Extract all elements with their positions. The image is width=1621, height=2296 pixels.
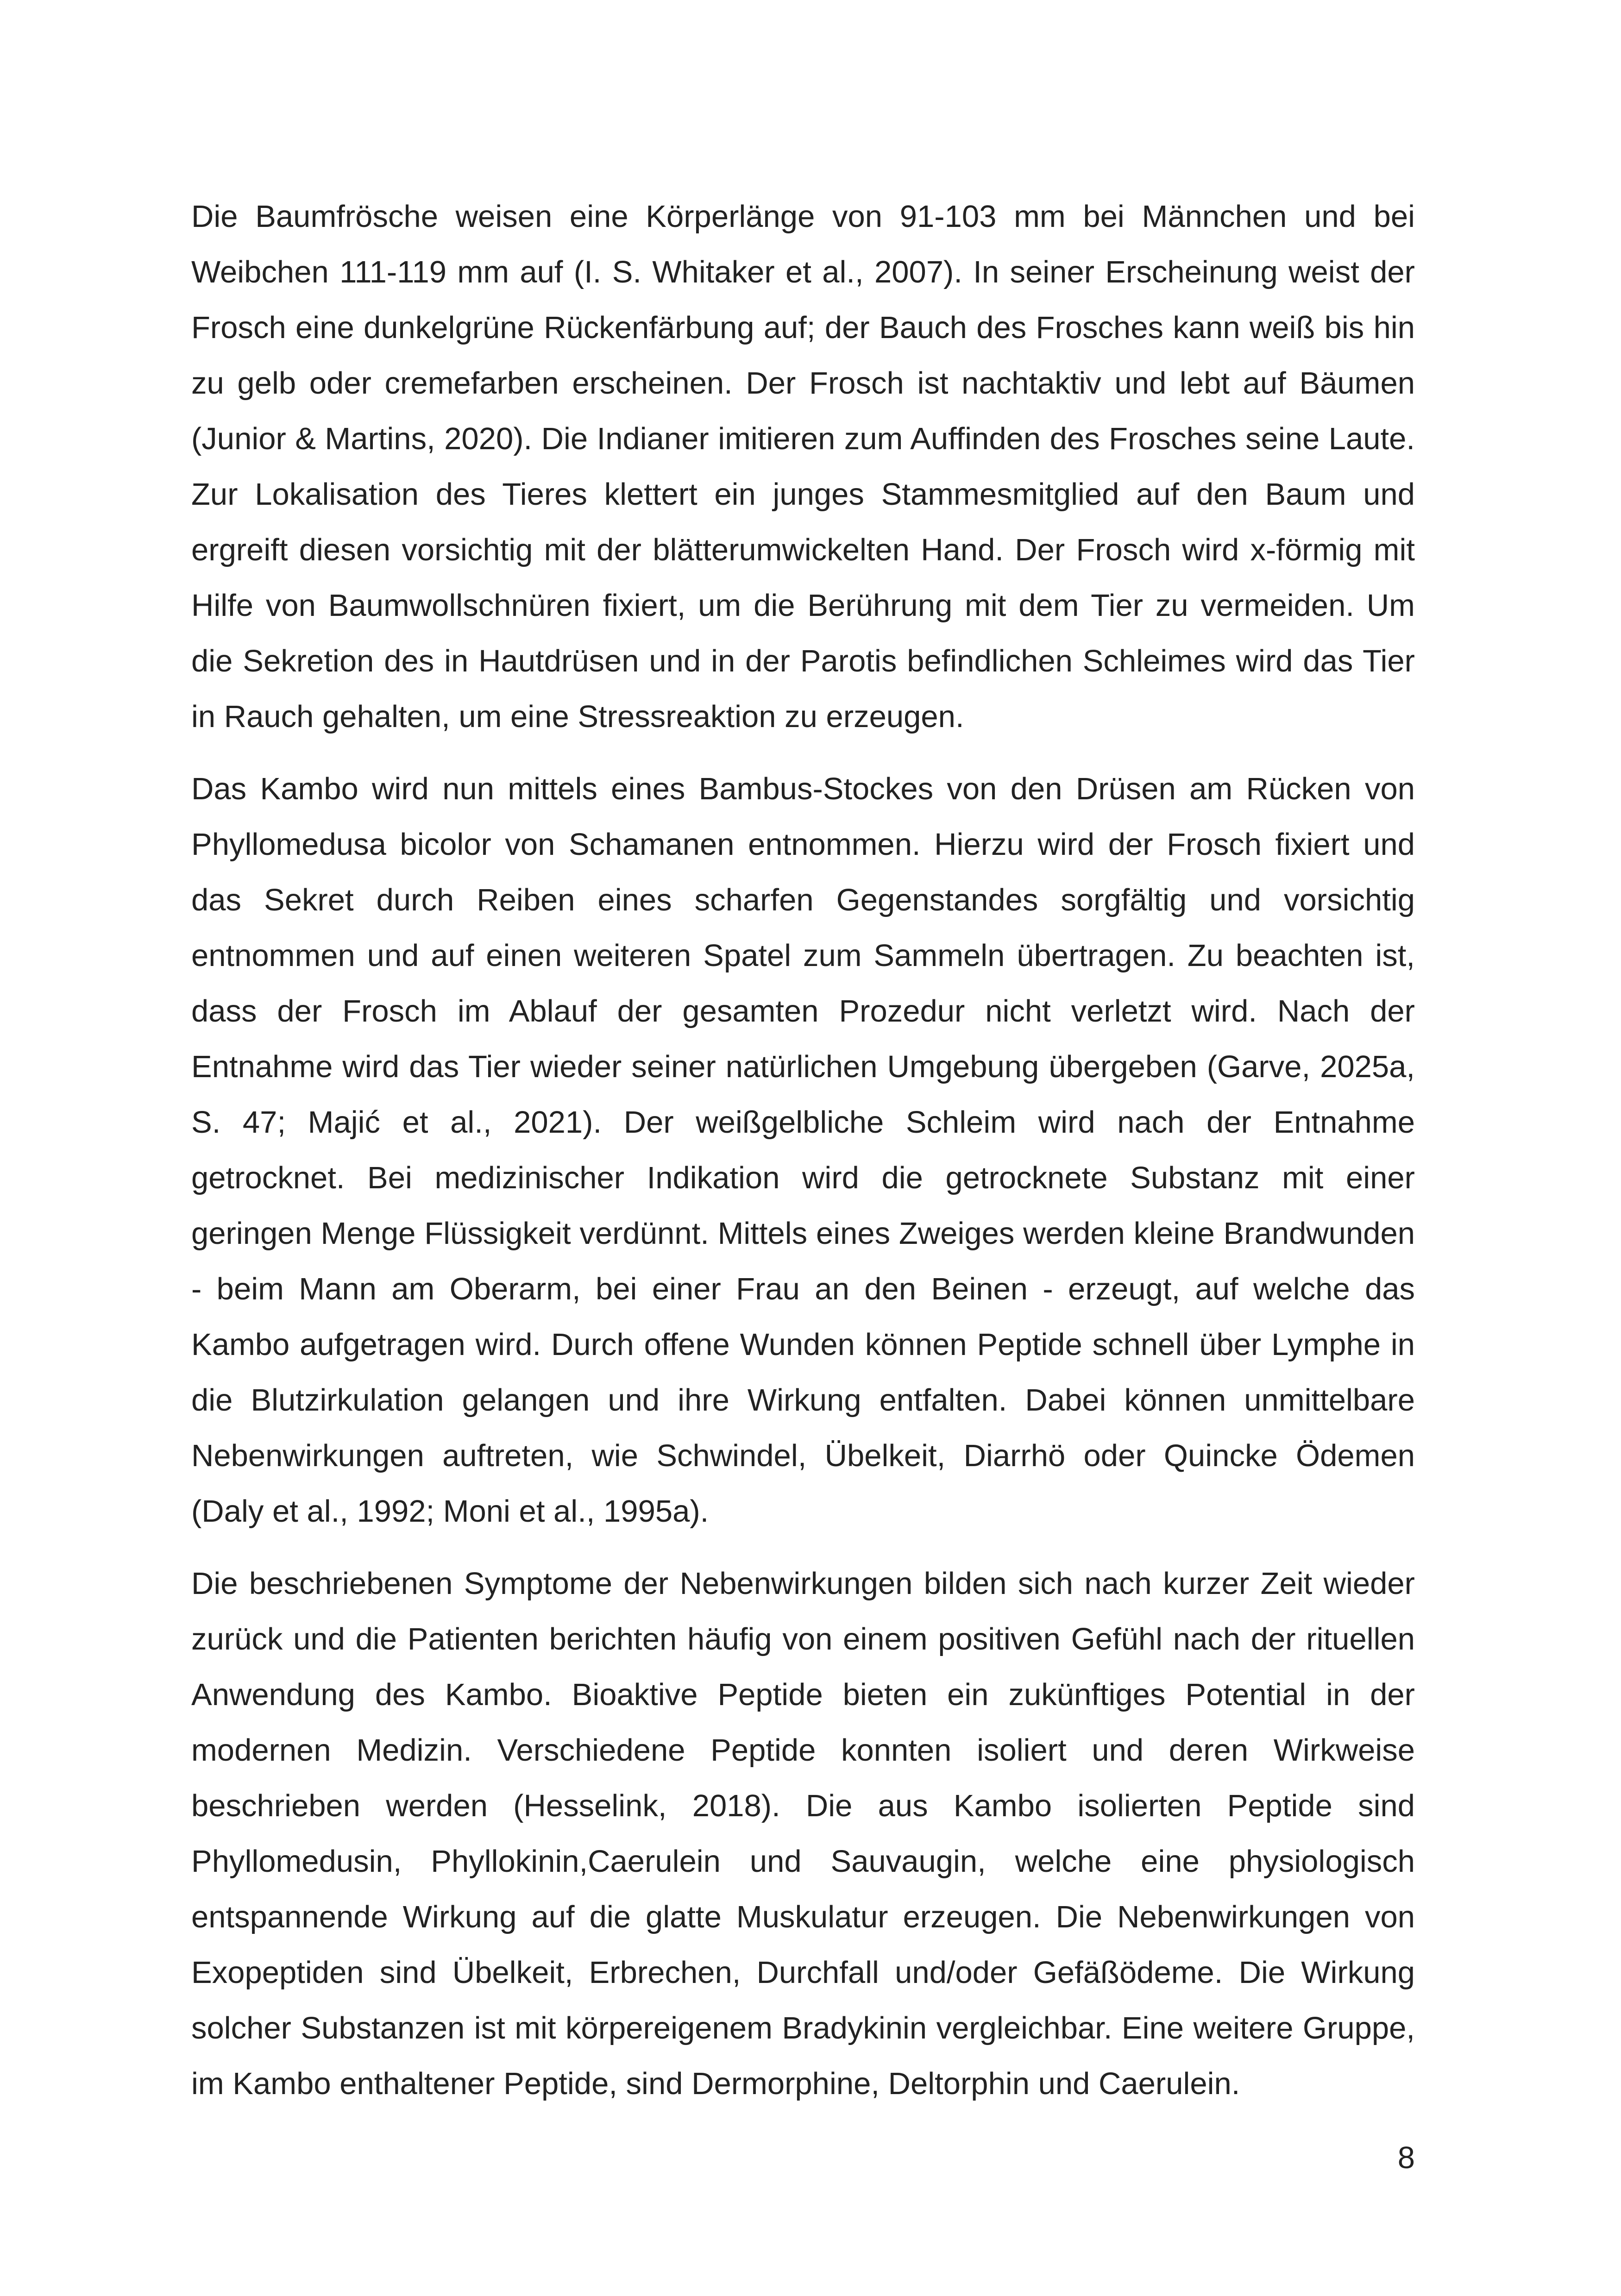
body-text <box>191 189 1415 2128</box>
paragraph-3: Die beschriebenen Symptome der Nebenwirkungen bilden sich nach kurzer Zeit wieder zurück und die Patienten berichten häufig von einem positiven Gefühl nach der rituellen Anwendung des Kambo. Bioaktive Peptide bieten ein zukünftiges Potential in der modernen Medizin. Verschiedene Peptide konnten isoliert und deren Wirkweise beschrieben werden (Hesselink, 2018). Die aus Kambo isolierten Peptide sind Phyllomedusin, Phyllokinin,Caerulein und Sauvaugin, welche eine physiologisch entspannende Wirkung auf die glatte Muskulatur erzeugen. Die Nebenwirkungen von Exopeptiden sind Übelkeit, Erbrechen, Durchfall und/oder Gefäßödeme. Die Wirkung solcher Substanzen ist mit körpereigenem Bradykinin vergleichbar. Eine weitere Gruppe, im Kambo enthaltener Peptide, sind Dermorphine, Deltorphin und Caerulein. <box>191 1566 1415 2101</box>
paragraph-1: Die Baumfrösche weisen eine Körperlänge von 91-103 mm bei Männchen und bei Weibchen 111-119 mm auf (I. S. Whitaker et al., 2007). In seiner Erscheinung weist der Frosch eine dunkelgrüne Rückenfärbung auf; der Bauch des Frosches kann weiß bis hin zu gelb oder cremefarben erscheinen. Der Frosch ist nachtaktiv und lebt auf Bäumen (Junior & Martins, 2020). Die Indianer imitieren zum Auffinden des Frosches seine Laute. Zur Lokalisation des Tieres klettert ein junges Stammesmitglied auf den Baum und ergreift diesen vorsichtig mit der blätterumwickelten Hand. Der Frosch wird x-förmig mit Hilfe von Baumwollschnüren fixiert, um die Berührung mit dem Tier zu vermeiden. Um die Sekretion des in Hautdrüsen und in der Parotis befindlichen Schleimes wird das Tier in Rauch gehalten, um eine Stressreaktion zu erzeugen. <box>191 199 1415 734</box>
page-number: 8 <box>1397 2140 1415 2175</box>
paragraph-2: Das Kambo wird nun mittels eines Bambus-Stockes von den Drüsen am Rücken von Phyllomedusa bicolor von Schamanen entnommen. Hierzu wird der Frosch fixiert und das Sekret durch Reiben eines scharfen Gegenstandes sorgfältig und vorsichtig entnommen und auf einen weiteren Spatel zum Sammeln übertragen. Zu beachten ist, dass der Frosch im Ablauf der gesamten Prozedur nicht verletzt wird. Nach der Entnahme wird das Tier wieder seiner natürlichen Umgebung übergeben (Garve, 2025a, S. 47; Majić et al., 2021). Der weißgelbliche Schleim wird nach der Entnahme getrocknet. Bei medizinischer Indikation wird die getrocknete Substanz mit einer geringen Menge Flüssigkeit verdünnt. Mittels eines Zweiges werden kleine Brandwunden - beim Mann am Oberarm, bei einer Frau an den Beinen - erzeugt, auf welche das Kambo aufgetragen wird. Durch offene Wunden können Peptide schnell über Lymphe in die Blutzirkulation gelangen und ihre Wirkung entfalten. Dabei können unmittelbare Nebenwirkungen auftreten, wie Schwindel, Übelkeit, Diarrhö oder Quincke Ödemen (Daly et al., 1992; Moni et al., 1995a). <box>191 772 1415 1529</box>
